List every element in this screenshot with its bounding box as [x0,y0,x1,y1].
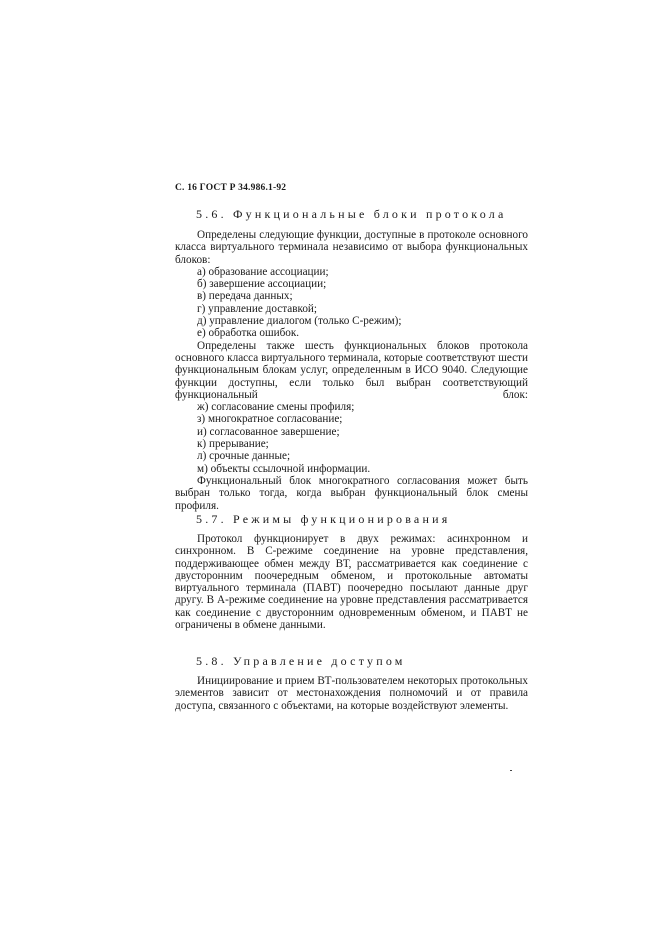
list-item: д) управление диалогом (только С-режим); [197,315,402,328]
list-item: к) прерывание; [197,438,269,451]
section-5-8-title: 5.8. Управление доступом [196,654,406,668]
page-header: С. 16 ГОСТ Р 34.986.1-92 [175,183,287,193]
scan-mark [510,770,512,771]
section-5-6-para2: Определены также шесть функциональных блоков протокола основного класса виртуального терминала, которые соответствуют шести функциональным блокам услуг, определенным в ИСО 9040. Следующие функции доступны, если только был выбран соответствующий функциональный блок: [175,339,528,401]
list-item: г) управление доставкой; [197,302,318,315]
list-item: м) объекты ссылочной информации. [197,462,371,475]
list-item: и) согласованное завершение; [197,425,340,438]
section-5-6-body [175,229,528,512]
section-5-8-text: Инициирование и прием ВТ-пользователем некоторых протокольных элементов зависит от местонахождения полномочий и от правила доступа, связанного с объектами, на которые воздействуют элементы. [175,675,528,712]
section-5-6-para3: Функциональный блок многократного согласования может быть выбран только тогда, когда выбран функциональный блок смены профиля. [175,474,528,512]
section-5-7-title: 5.7. Режимы функционирования [196,512,451,526]
section-5-6-intro: Определены следующие функции, доступные в протоколе основного класса виртуального терминала независимо от выбора функциональных блоков: [175,229,528,266]
list-item: б) завершение ассоциации; [197,278,327,291]
list-item: ж) согласование смены профиля; [197,401,355,414]
list-item: л) срочные данные; [197,450,291,463]
list-item: е) обработка ошибок. [197,327,300,340]
section-5-7-text: Протокол функционирует в двух режимах: асинхронном и синхронном. В С-режиме соединение на уровне представления, поддерживающее обмен между ВТ, рассматривается как соединение с двусторонним поочередным обменом, и протокольные автоматы виртуального терминала (ПАВТ) поочередно посылают данные друг другу. В А-режиме соединение на уровне представления рассматривается как соединение с двусторонним одновременным обменом, и ПАВТ не ограничены в обмене данными. [175,533,528,632]
section-5-8-body [175,675,528,712]
list-item: в) передача данных; [197,290,293,303]
section-5-6-title: 5.6. Функциональные блоки протокола [196,207,507,221]
section-5-7-body [175,533,528,631]
list-item: з) многократное согласование; [197,413,343,426]
list-item: а) образование ассоциации; [197,265,329,278]
